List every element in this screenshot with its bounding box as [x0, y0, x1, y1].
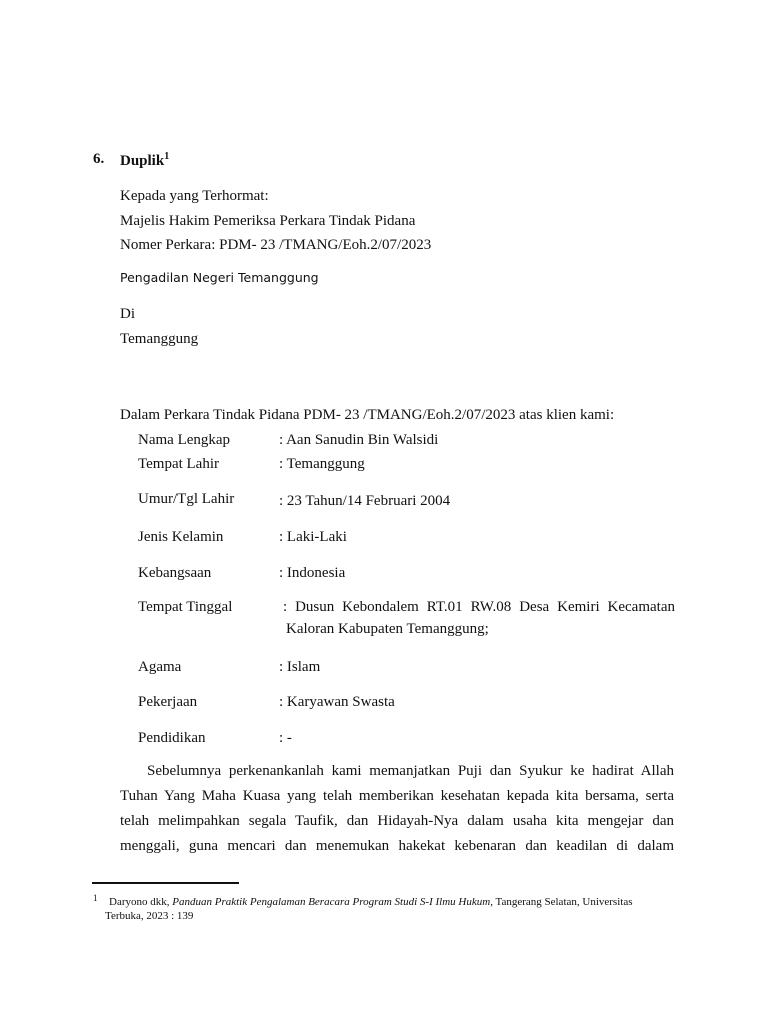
- address-line-4: Pengadilan Negeri Temanggung: [120, 270, 319, 285]
- address-line-1: Kepada yang Terhormat:: [120, 188, 269, 204]
- address-line-3: Nomer Perkara: PDM- 23 /TMANG/Eoh.2/07/2023: [120, 237, 432, 253]
- identity-label-birthplace: Tempat Lahir: [138, 456, 219, 472]
- footnote-author: Daryono dkk,: [109, 896, 170, 908]
- body-paragraph: [120, 759, 674, 859]
- address-line-6: Temanggung: [120, 331, 199, 347]
- footnote-line-2: Terbuka, 2023 : 139: [105, 910, 194, 922]
- residence-line-1: : Dusun Kebondalem RT.01 RW.08 Desa Kemiri Kecamatan: [283, 599, 675, 615]
- footnote-book-title: Panduan Praktik Pengalaman Beracara Program Studi S-I Ilmu Hukum: [172, 896, 491, 908]
- footnote-separator: [92, 882, 239, 884]
- paragraph-line-1: Sebelumnya perkenankanlah kami memanjatkan Puji dan Syukur ke hadirat Allah: [147, 763, 674, 779]
- footnote-mark: 1: [93, 893, 98, 903]
- identity-value-name: : Aan Sanudin Bin Walsidi: [279, 432, 439, 448]
- address-line-5: Di: [120, 306, 135, 322]
- identity-label-nationality: Kebangsaan: [138, 565, 212, 581]
- identity-label-age: Umur/Tgl Lahir: [138, 491, 235, 507]
- identity-value-residence: [283, 596, 675, 640]
- footnote-line-1: [109, 895, 679, 910]
- paragraph-line-2: Tuhan Yang Maha Kuasa yang telah memberikan kesehatan kepada kita bersama, serta: [120, 788, 674, 804]
- identity-value-birthplace: : Temanggung: [279, 456, 365, 472]
- address-line-2: Majelis Hakim Pemeriksa Perkara Tindak Pidana: [120, 213, 416, 229]
- identity-value-religion: : Islam: [279, 659, 321, 675]
- identity-value-age: : 23 Tahun/14 Februari 2004: [279, 493, 451, 509]
- identity-label-gender: Jenis Kelamin: [138, 529, 224, 545]
- paragraph-line-4: menggali, guna mencari dan menemukan hakekat kebenaran dan keadilan di dalam: [120, 838, 674, 854]
- section-number: 6.: [93, 151, 105, 167]
- identity-label-residence: Tempat Tinggal: [138, 599, 233, 615]
- footnote-ref[interactable]: 1: [164, 151, 170, 162]
- intro-text: Dalam Perkara Tindak Pidana PDM- 23 /TMANG/Eoh.2/07/2023 atas klien kami:: [120, 407, 615, 423]
- section-title-text: Duplik: [120, 153, 165, 169]
- identity-label-occupation: Pekerjaan: [138, 694, 198, 710]
- identity-label-education: Pendidikan: [138, 730, 206, 746]
- identity-value-gender: : Laki-Laki: [279, 529, 347, 545]
- identity-value-occupation: : Karyawan Swasta: [279, 694, 395, 710]
- footnote-publisher: , Tangerang Selatan, Universitas: [490, 896, 633, 908]
- identity-value-nationality: : Indonesia: [279, 565, 346, 581]
- identity-label-religion: Agama: [138, 659, 182, 675]
- identity-label-name: Nama Lengkap: [138, 432, 231, 448]
- identity-value-education: : -: [279, 730, 292, 746]
- paragraph-line-3: telah melimpahkan segala Taufik, dan Hidayah-Nya dalam usaha kita mengejar dan: [120, 813, 674, 829]
- residence-line-2: Kaloran Kabupaten Temanggung;: [286, 621, 489, 637]
- section-title: [120, 151, 169, 170]
